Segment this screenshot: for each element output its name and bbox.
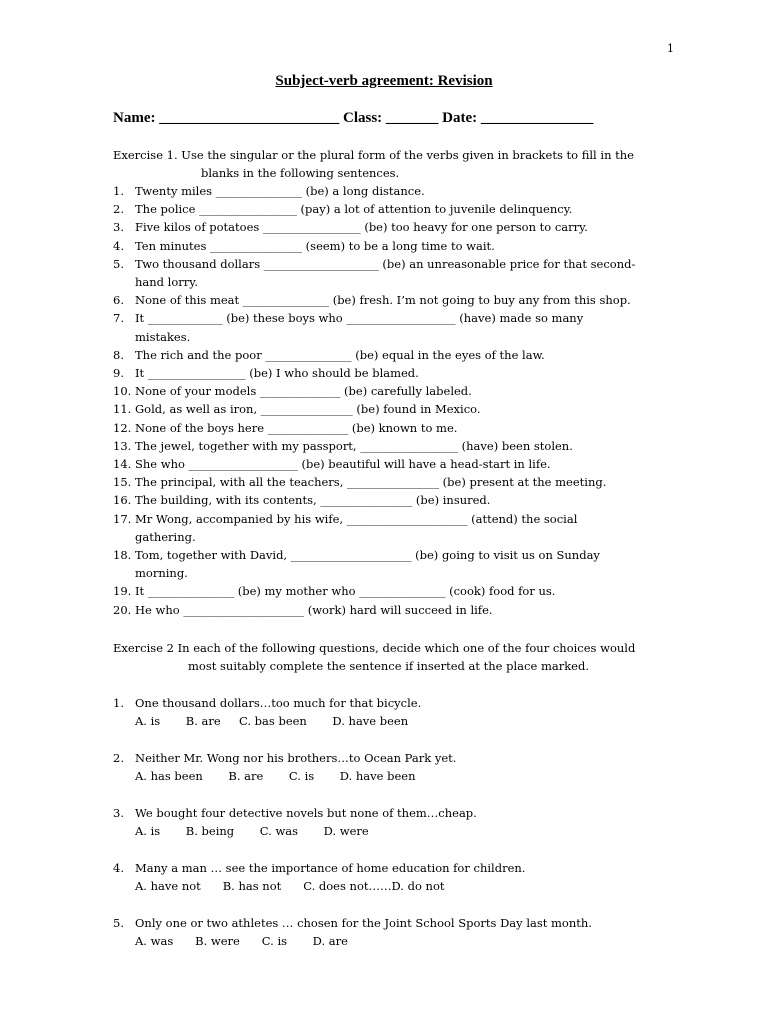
item-text: None of your models ______________ (be) carefully labeled. (135, 384, 472, 399)
item-number: 6. (113, 293, 124, 308)
item-number: 19. (113, 584, 132, 599)
exercise2-heading-cont: most suitably complete the sentence if inserted at the place marked. (188, 659, 589, 674)
question-choices: A. has been B. are C. is D. have been (135, 769, 416, 784)
item-number: 11. (113, 402, 132, 417)
question-text: One thousand dollars…too much for that bicycle. (135, 696, 422, 710)
question-number: 3. (113, 806, 124, 820)
question-text: Neither Mr. Wong nor his brothers…to Ocean Park yet. (135, 751, 457, 765)
list-item (113, 400, 673, 418)
item-number: 17. (113, 511, 132, 526)
question-item (113, 749, 673, 785)
item-number: 14. (113, 457, 132, 472)
exercise1-list (113, 182, 673, 619)
item-number: 3. (113, 220, 124, 235)
question-item (113, 804, 673, 840)
list-item (113, 182, 673, 200)
list-item (113, 218, 673, 236)
item-number: 15. (113, 475, 132, 490)
question-item (113, 859, 673, 895)
exercise1-heading-cont: blanks in the following sentences. (201, 166, 400, 181)
item-number: 10. (113, 384, 132, 399)
question-text: We bought four detective novels but none of them…cheap. (135, 806, 477, 820)
item-number: 16. (113, 493, 132, 508)
question-number: 4. (113, 861, 124, 875)
list-item (113, 473, 673, 491)
item-text: He who _____________________ (work) hard will succeed in life. (135, 602, 493, 617)
item-text: Tom, together with David, _____________________ (be) going to visit us on Sunday morning. (135, 548, 600, 581)
list-item (113, 419, 673, 437)
question-choices: A. is B. being C. was D. were (135, 824, 369, 839)
item-text: The jewel, together with my passport, _________________ (have) been stolen. (135, 438, 573, 453)
question-number: 1. (113, 696, 124, 710)
exercise1-heading: Exercise 1. Use the singular or the plural form of the verbs given in brackets to fill in the (113, 148, 634, 162)
item-number: 18. (113, 548, 132, 563)
question-choices: A. was B. were C. is D. are (135, 934, 348, 949)
item-number: 8. (113, 347, 124, 362)
list-item (113, 364, 673, 382)
item-number: 9. (113, 366, 124, 381)
item-number: 7. (113, 311, 124, 326)
list-item (113, 455, 673, 473)
item-text: It _______________ (be) my mother who _______________ (cook) food for us. (135, 584, 556, 599)
item-text: The rich and the poor _______________ (be) equal in the eyes of the law. (135, 347, 545, 362)
question-number: 2. (113, 751, 124, 765)
item-text: Two thousand dollars ____________________ (be) an unreasonable price for that second- hand lorry. (135, 256, 636, 290)
list-item (113, 582, 673, 600)
item-text: Mr Wong, accompanied by his wife, _____________________ (attend) the social gathering. (135, 511, 578, 544)
list-item (113, 346, 673, 364)
page-number: 1 (667, 42, 674, 55)
list-item (113, 200, 673, 218)
item-text: It _________________ (be) I who should be blamed. (135, 366, 419, 381)
question-item (113, 694, 673, 730)
exercise2-instructions (113, 639, 673, 675)
item-number: 2. (113, 202, 124, 217)
list-item (113, 491, 673, 509)
list-item (113, 309, 673, 345)
question-number: 5. (113, 916, 124, 930)
question-text: Only one or two athletes … chosen for the Joint School Sports Day last month. (135, 916, 592, 930)
item-text: Ten minutes ________________ (seem) to be a long time to wait. (135, 238, 495, 253)
item-number: 13. (113, 438, 132, 453)
list-item (113, 237, 673, 255)
list-item (113, 291, 673, 309)
name-class-date-line: Name: ________________________ Class: _______ Date: _______________ (113, 110, 594, 126)
item-number: 4. (113, 238, 124, 253)
exercise1-instructions (113, 146, 673, 182)
list-item (113, 382, 673, 400)
item-text: The police _________________ (pay) a lot of attention to juvenile delinquency. (135, 202, 573, 217)
question-choices: A. have not B. has not C. does not……D. do not (135, 879, 445, 894)
item-text: The building, with its contents, ________________ (be) insured. (135, 493, 491, 508)
item-text: None of the boys here ______________ (be) known to me. (135, 420, 458, 435)
item-text: Gold, as well as iron, ________________ (be) found in Mexico. (135, 402, 481, 417)
item-text: None of this meat _______________ (be) fresh. I’m not going to buy any from this shop. (135, 293, 631, 308)
item-text: Twenty miles _______________ (be) a long distance. (135, 184, 425, 198)
list-item (113, 255, 673, 291)
list-item (113, 437, 673, 455)
item-number: 20. (113, 602, 132, 617)
item-text: The principal, with all the teachers, ________________ (be) present at the meeting. (135, 475, 607, 490)
list-item (113, 546, 673, 582)
item-text: It _____________ (be) these boys who ___________________ (have) made so many mistakes. (135, 311, 584, 344)
item-text: She who ___________________ (be) beautiful will have a head-start in life. (135, 457, 551, 472)
item-number: 12. (113, 420, 132, 435)
question-text: Many a man … see the importance of home education for children. (135, 861, 526, 875)
item-number: 1. (113, 184, 124, 198)
page-title: Subject-verb agreement: Revision (275, 73, 493, 89)
item-number: 5. (113, 256, 124, 271)
exercise2-heading: Exercise 2 In each of the following questions, decide which one of the four choices would (113, 641, 636, 655)
question-item (113, 914, 673, 950)
list-item (113, 601, 673, 619)
question-choices: A. is B. are C. bas been D. have been (135, 714, 409, 729)
item-text: Five kilos of potatoes _________________ (be) too heavy for one person to carry. (135, 220, 588, 235)
list-item (113, 510, 673, 546)
